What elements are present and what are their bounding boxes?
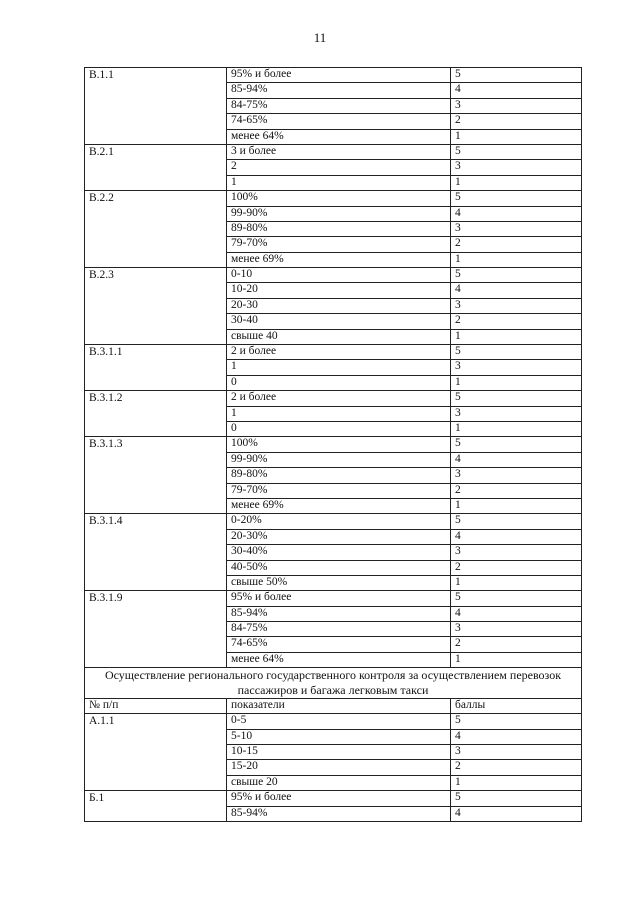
indicator-cell: свыше 50% [227,575,451,590]
indicator-cell: 85-94% [227,83,451,98]
indicator-cell: менее 69% [227,498,451,513]
score-cell: 1 [451,175,582,190]
criterion-code: А.1.1 [85,714,227,791]
scoring-table [84,67,582,822]
indicator-cell: 0-5 [227,714,451,729]
indicator-cell: 100% [227,437,451,452]
page-number: 11 [313,30,327,45]
score-cell: 3 [451,160,582,175]
indicator-cell: 79-70% [227,237,451,252]
indicator-cell: 20-30% [227,529,451,544]
score-cell: 5 [451,514,582,529]
indicator-cell: 1 [227,406,451,421]
section-title: Осуществление регионального государственного контроля за осуществлением перевозок пассажиров и багажа легковым такси [85,668,582,699]
indicator-cell: 74-65% [227,114,451,129]
section-title-row [85,668,582,699]
score-cell: 5 [451,191,582,206]
indicator-cell: 30-40 [227,314,451,329]
section-header [85,668,582,714]
score-cell: 5 [451,791,582,806]
indicator-cell: 40-50% [227,560,451,575]
score-cell: 5 [451,591,582,606]
indicator-cell: 74-65% [227,637,451,652]
score-cell: 1 [451,329,582,344]
score-cell: 1 [451,652,582,667]
score-cell: 2 [451,314,582,329]
indicator-cell: 2 и более [227,345,451,360]
score-cell: 4 [451,606,582,621]
indicator-cell: 1 [227,360,451,375]
score-cell: 1 [451,498,582,513]
table-row [85,391,582,406]
indicator-cell: 85-94% [227,806,451,821]
score-cell: 1 [451,575,582,590]
indicator-cell: 0-20% [227,514,451,529]
table-row [85,345,582,360]
score-cell: 3 [451,98,582,113]
score-cell: 3 [451,406,582,421]
table-part-2 [85,714,582,822]
indicator-cell: 89-80% [227,468,451,483]
indicator-cell: 85-94% [227,606,451,621]
table-row [85,191,582,206]
indicator-cell: 30-40% [227,545,451,560]
score-cell: 1 [451,252,582,267]
indicator-cell: 10-20 [227,283,451,298]
indicator-cell: 100% [227,191,451,206]
score-cell: 3 [451,545,582,560]
indicator-cell: 3 и более [227,144,451,159]
table-row [85,514,582,529]
indicator-cell: 0-10 [227,268,451,283]
score-cell: 5 [451,68,582,83]
column-header-row [85,699,582,714]
criterion-code: В.3.1.2 [85,391,227,437]
indicator-cell: 84-75% [227,622,451,637]
score-cell: 5 [451,144,582,159]
criterion-code: В.1.1 [85,68,227,145]
indicator-cell: свыше 20 [227,775,451,790]
indicator-cell: менее 64% [227,652,451,667]
score-cell: 4 [451,529,582,544]
criterion-code: Б.1 [85,791,227,822]
score-cell: 3 [451,622,582,637]
score-cell: 4 [451,83,582,98]
indicator-cell: 2 и более [227,391,451,406]
score-cell: 5 [451,268,582,283]
table-part-1 [85,68,582,668]
indicator-cell: 20-30 [227,298,451,313]
indicator-cell: свыше 40 [227,329,451,344]
indicator-cell: 5-10 [227,729,451,744]
score-cell: 2 [451,760,582,775]
indicator-cell: 84-75% [227,98,451,113]
indicator-cell: менее 69% [227,252,451,267]
score-cell: 3 [451,468,582,483]
indicator-cell: 95% и более [227,68,451,83]
criterion-code: В.3.1.9 [85,591,227,668]
table-row [85,791,582,806]
score-cell: 2 [451,237,582,252]
table-row [85,268,582,283]
column-header-indicator: показатели [227,699,451,714]
indicator-cell: 95% и более [227,591,451,606]
criterion-code: В.2.1 [85,144,227,190]
table-row [85,437,582,452]
indicator-cell: 89-80% [227,221,451,236]
score-cell: 4 [451,729,582,744]
indicator-cell: 0 [227,421,451,436]
score-cell: 1 [451,129,582,144]
score-cell: 5 [451,391,582,406]
table-row [85,591,582,606]
indicator-cell: 99-90% [227,452,451,467]
criterion-code: В.3.1.3 [85,437,227,514]
indicator-cell: 15-20 [227,760,451,775]
table-row [85,68,582,83]
score-cell: 2 [451,637,582,652]
indicator-cell: менее 64% [227,129,451,144]
criterion-code: В.3.1.1 [85,345,227,391]
score-cell: 4 [451,806,582,821]
score-cell: 2 [451,483,582,498]
indicator-cell: 95% и более [227,791,451,806]
column-header-code: № п/п [85,699,227,714]
score-cell: 1 [451,421,582,436]
score-cell: 3 [451,298,582,313]
score-cell: 1 [451,775,582,790]
score-cell: 4 [451,452,582,467]
column-header-score: баллы [451,699,582,714]
table-row [85,144,582,159]
indicator-cell: 2 [227,160,451,175]
indicator-cell: 99-90% [227,206,451,221]
score-cell: 5 [451,345,582,360]
indicator-cell: 10-15 [227,745,451,760]
score-cell: 2 [451,114,582,129]
score-cell: 2 [451,560,582,575]
score-cell: 3 [451,221,582,236]
score-cell: 4 [451,283,582,298]
score-cell: 4 [451,206,582,221]
criterion-code: В.2.3 [85,268,227,345]
score-cell: 3 [451,745,582,760]
table-row [85,714,582,729]
indicator-cell: 1 [227,175,451,190]
score-cell: 3 [451,360,582,375]
score-cell: 5 [451,437,582,452]
indicator-cell: 79-70% [227,483,451,498]
indicator-cell: 0 [227,375,451,390]
criterion-code: В.3.1.4 [85,514,227,591]
score-cell: 5 [451,714,582,729]
score-cell: 1 [451,375,582,390]
criterion-code: В.2.2 [85,191,227,268]
